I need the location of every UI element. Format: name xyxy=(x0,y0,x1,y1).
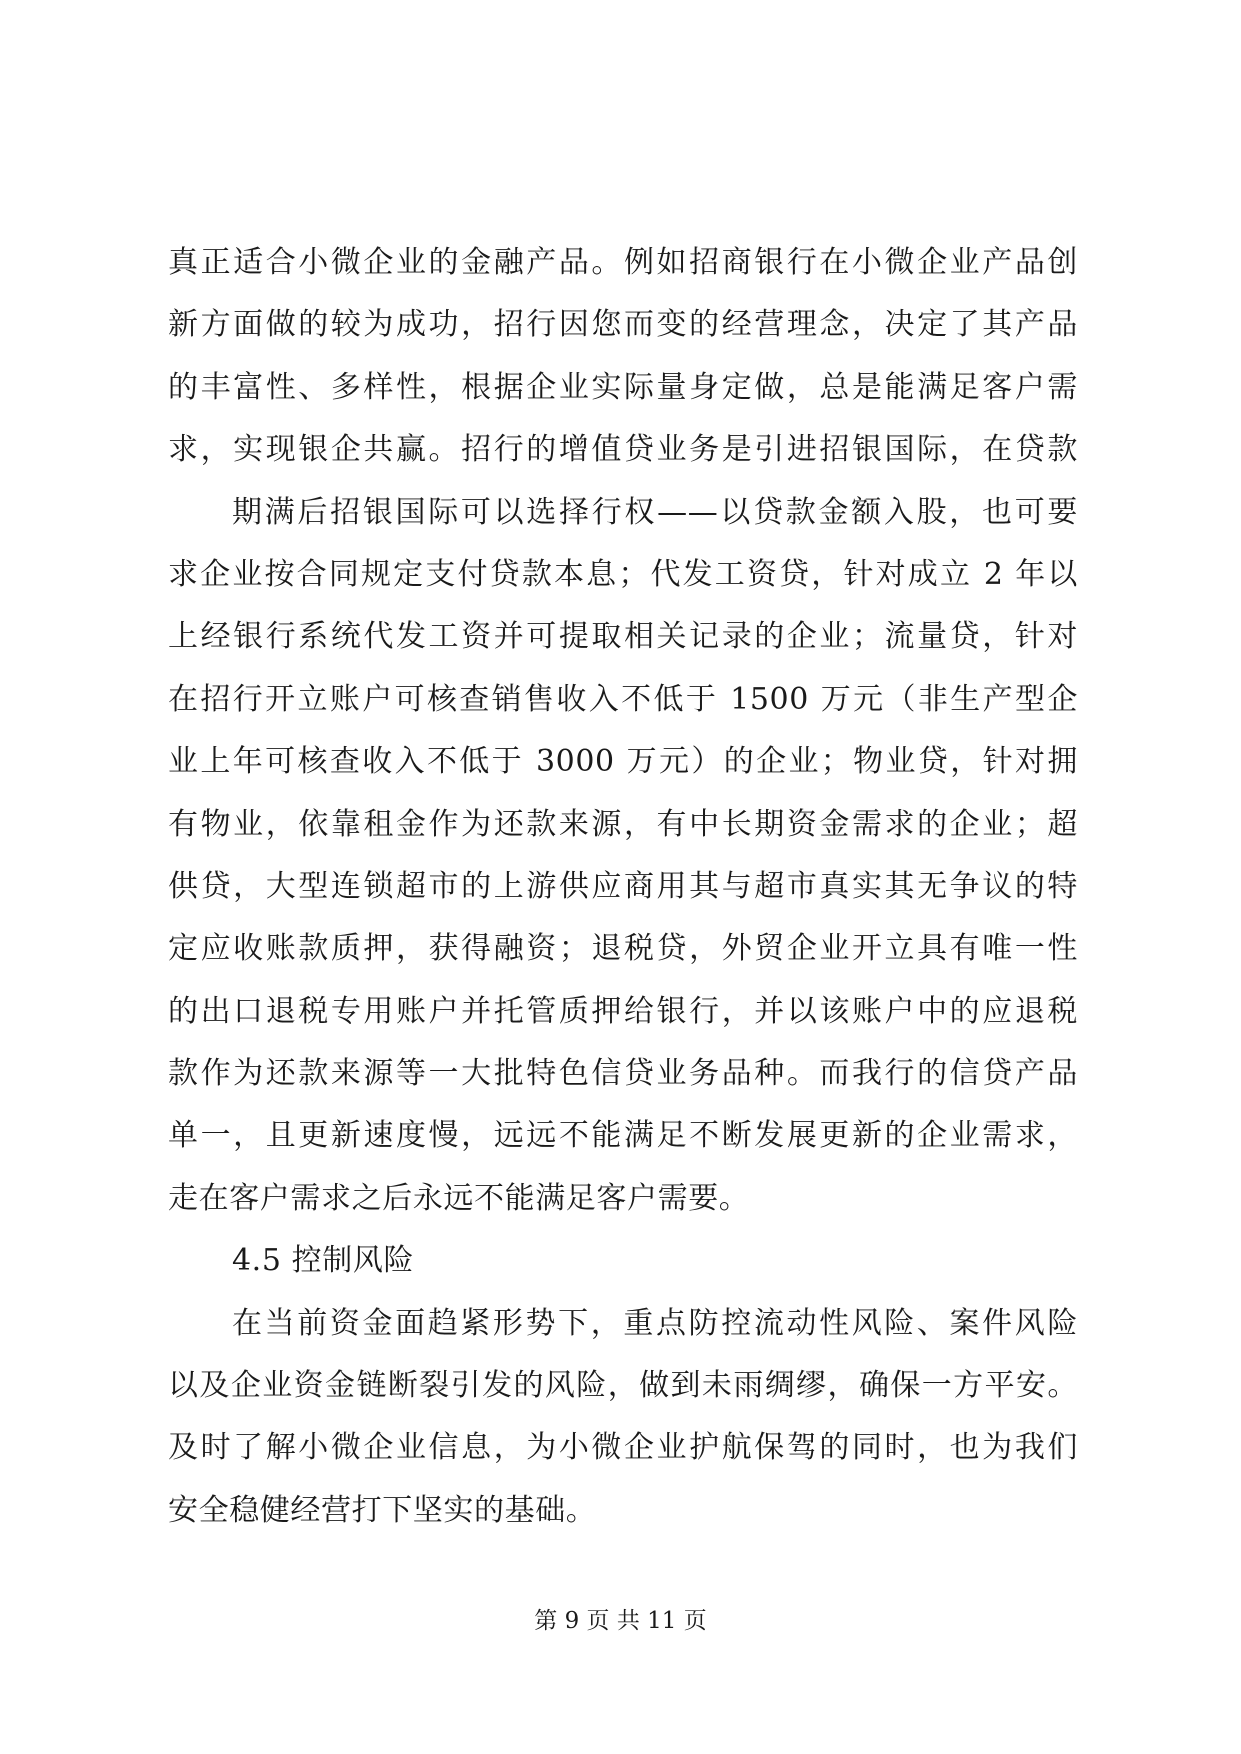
text-line: 以及企业资金链断裂引发的风险，做到未雨绸缪，确保一方平安。 xyxy=(168,1368,1078,1404)
text-line: 求，实现银企共赢。招行的增值贷业务是引进招银国际，在贷款 xyxy=(168,432,1078,468)
text-line: 款作为还款来源等一大批特色信贷业务品种。而我行的信贷产品 xyxy=(168,1056,1078,1092)
text-line: 在当前资金面趋紧形势下，重点防控流动性风险、案件风险 xyxy=(232,1305,1078,1341)
text-line: 真正适合小微企业的金融产品。例如招商银行在小微企业产品创 xyxy=(168,245,1078,280)
page-footer: 第 9 页 共 11 页 xyxy=(534,1608,707,1634)
text-line: 单一，且更新速度慢，远远不能满足不断发展更新的企业需求， xyxy=(168,1118,1078,1154)
section-heading: 4.5 控制风险 xyxy=(232,1243,415,1279)
text-line: 在招行开立账户可核查销售收入不低于 1500 万元（非生产型企 xyxy=(168,681,1078,717)
text-line: 上经银行系统代发工资并可提取相关记录的企业；流量贷，针对 xyxy=(168,619,1078,655)
text-line: 定应收账款质押，获得融资；退税贷，外贸企业开立具有唯一性 xyxy=(168,931,1078,967)
text-line: 及时了解小微企业信息，为小微企业护航保驾的同时，也为我们 xyxy=(168,1430,1078,1466)
body-text xyxy=(168,232,1078,1542)
text-line: 新方面做的较为成功，招行因您而变的经营理念，决定了其产品 xyxy=(168,307,1078,343)
text-line: 求企业按合同规定支付贷款本息；代发工资贷，针对成立 2 年以 xyxy=(168,556,1078,592)
text-line: 供贷，大型连锁超市的上游供应商用其与超市真实其无争议的特 xyxy=(168,868,1078,904)
text-line: 的丰富性、多样性，根据企业实际量身定做，总是能满足客户需 xyxy=(168,369,1078,405)
text-line: 期满后招银国际可以选择行权——以贷款金额入股，也可要 xyxy=(232,494,1078,530)
text-line: 走在客户需求之后永远不能满足客户需要。 xyxy=(168,1180,750,1216)
text-line: 安全稳健经营打下坚实的基础。 xyxy=(168,1492,597,1528)
text-line: 有物业，依靠租金作为还款来源，有中长期资金需求的企业；超 xyxy=(168,806,1078,842)
text-line: 业上年可核查收入不低于 3000 万元）的企业；物业贷，针对拥 xyxy=(168,744,1078,780)
text-line: 的出口退税专用账户并托管质押给银行，并以该账户中的应退税 xyxy=(168,993,1078,1029)
